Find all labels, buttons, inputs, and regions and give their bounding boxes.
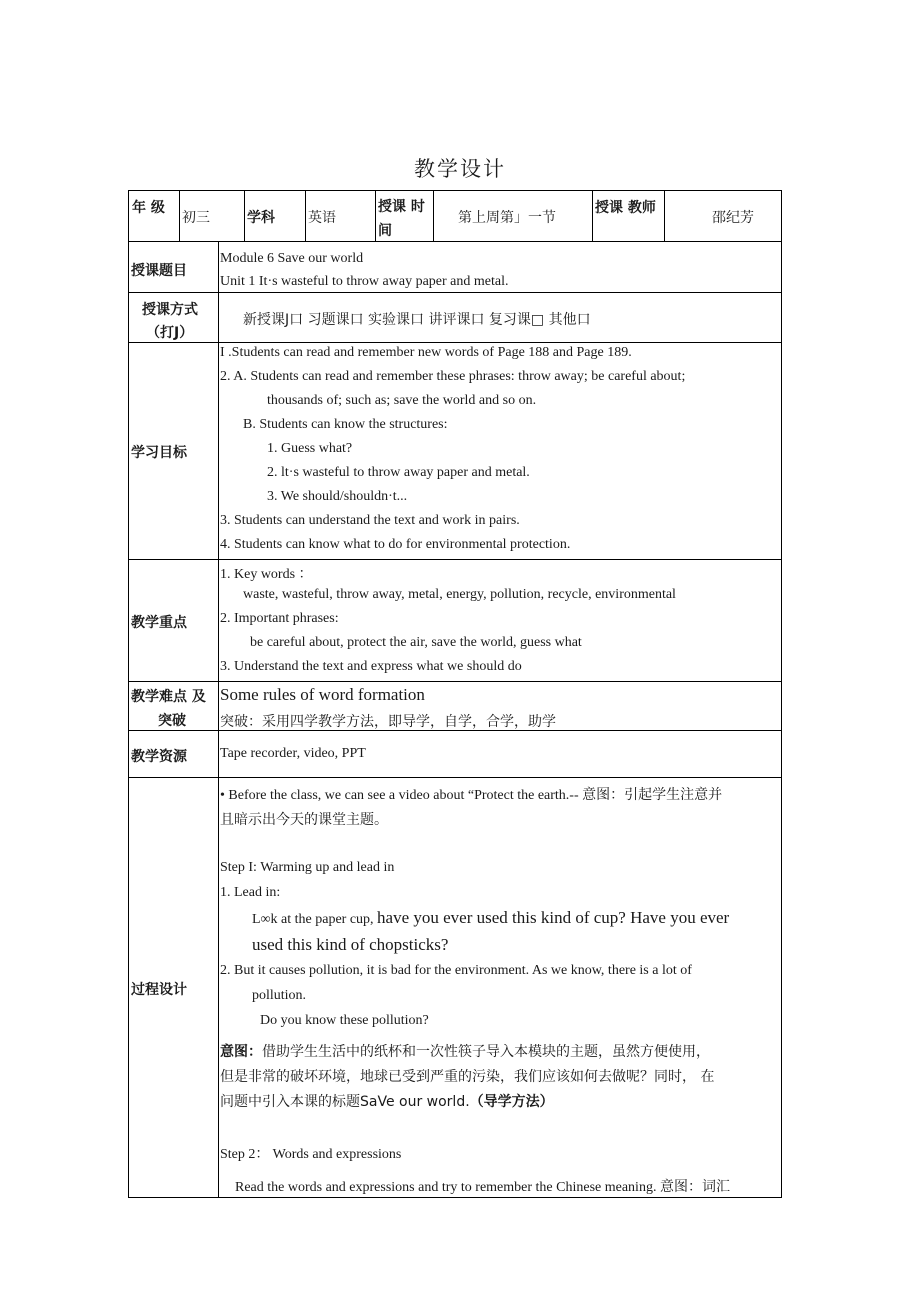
process-row [128,777,782,1198]
difficulties-content [218,682,781,730]
time-cell [433,191,592,241]
objective-line: 3. We should/shouldn·t... [267,489,408,504]
key-points-label-cell [129,560,218,681]
objectives-content [218,343,781,559]
time-label-cell [375,191,433,241]
key-points-label: 教学重点 [131,615,187,631]
topic-line-2: Unit 1 It·s wasteful to throw away paper and metal. [220,274,509,289]
process-line: • Before the class, we can see a video about “Protect the earth.-- 意图：引起学生注意并 [220,788,723,803]
resources-label-cell [129,731,218,777]
process-line: Read the words and expressions and try to remember the Chinese meaning. 意图：词汇 [235,1180,730,1195]
process-line: 2. But it causes pollution, it is bad for the environment. As we know, there is a lot of [220,963,692,978]
teacher-value: 邵纪芳 [712,210,754,226]
intent-label: 意图： [220,1044,262,1060]
process-line [220,1091,554,1111]
method-label-line1: 授课方式 [142,302,198,318]
teacher-cell [664,191,781,241]
process-line-part: 借助学生生活中的纸杯和一次性筷子导入本模块的主题，虽然方便使用， [262,1044,710,1060]
subject-cell [305,191,375,241]
process-line-part: have you ever used this kind of cup? Have you ever [377,908,730,927]
subject-value: 英语 [308,210,336,226]
method-row [128,292,782,343]
time-value: 第上周第」一节 [458,210,556,226]
process-line: Do you know these pollution? [260,1013,429,1028]
difficulties-line-2: 突破：采用四学教学方法，即导学，自学，合学，助学 [220,714,556,730]
objective-line: I .Students can read and remember new words of Page 188 and Page 189. [220,345,632,360]
topic-content [218,242,781,292]
process-line [252,908,729,928]
topic-line-1: Module 6 Save our world [220,251,364,266]
difficulties-line-1: Some rules of word formation [220,685,425,704]
subject-label-cell [244,191,305,241]
process-line-part: L∞k at the paper cup, [252,912,378,927]
objective-line: 2. lt·s wasteful to throw away paper and metal. [267,465,530,480]
resources-label: 教学资源 [131,749,187,765]
process-line-part: 问题中引入本课的标题SaVe our world. [220,1094,470,1110]
objective-line: 4. Students can know what to do for environmental protection. [220,537,571,552]
method-label-cell [129,293,218,342]
objective-line: 1. Guess what? [267,441,353,456]
process-line: 但是非常的破坏环境，地球已受到严重的污染，我们应该如何去做呢？同时， 在 [220,1069,715,1085]
process-line: pollution. [252,988,307,1003]
method-note: （导学方法） [469,1094,554,1110]
method-content [218,293,781,342]
resources-text: Tape recorder, video, PPT [220,746,366,761]
difficulties-label-line1: 教学难点 及 [131,689,206,705]
objective-line: thousands of; such as; save the world and so on. [267,393,537,408]
resources-content [218,731,781,777]
difficulties-label-line2: 突破 [158,713,186,729]
topic-label-cell [129,242,218,292]
objective-line: 2. A. Students can read and remember these phrases: throw away; be careful about; [220,369,686,384]
key-points-content [218,560,781,681]
objective-line: 3. Students can understand the text and work in pairs. [220,513,520,528]
grade-label: 年 级 [132,200,165,216]
process-line: 且暗示出今天的课堂主题。 [220,812,388,828]
time-label-line1: 授课 时 [378,199,425,215]
subject-label: 学科 [247,210,275,226]
process-line: Step 2： Words and expressions [220,1147,402,1162]
resources-row [128,730,782,778]
process-label: 过程设计 [131,982,187,998]
process-label-cell [129,778,218,1197]
key-point-line: 3. Understand the text and express what we should do [220,659,522,674]
difficulties-label-cell [129,682,218,730]
objectives-label-cell [129,343,218,559]
grade-value: 初三 [182,210,210,226]
topic-row [128,241,782,293]
objectives-label: 学习目标 [131,445,187,461]
process-content [218,778,781,1197]
grade-cell [179,191,244,241]
key-point-line: waste, wasteful, throw away, metal, energy, pollution, recycle, environmental [243,587,676,602]
document-title: 教学设计 [414,157,506,181]
grade-label-cell [129,191,179,241]
process-line [220,1041,710,1061]
teacher-label-cell [592,191,664,241]
process-line: 1. Lead in: [220,885,281,900]
process-line: Step I: Warming up and lead in [220,860,395,875]
method-label-line2: （打J） [146,325,194,341]
difficulties-row [128,681,782,731]
key-point-line: 1. Key words ： [220,567,313,582]
header-row [128,190,782,242]
method-options: 新授课J口 习题课口 实验课口 讲评课口 复习课□ 其他口 [243,312,591,328]
process-line: used this kind of chopsticks? [252,935,449,954]
key-points-row [128,559,782,682]
key-point-line: be careful about, protect the air, save the world, guess what [250,635,582,650]
key-point-line: 2. Important phrases: [220,611,339,626]
objective-line: B. Students can know the structures: [243,417,448,432]
topic-label: 授课题目 [131,263,187,279]
teacher-label: 授课 教师 [595,200,656,216]
objectives-row [128,342,782,560]
time-label-line2: 间 [378,223,392,239]
